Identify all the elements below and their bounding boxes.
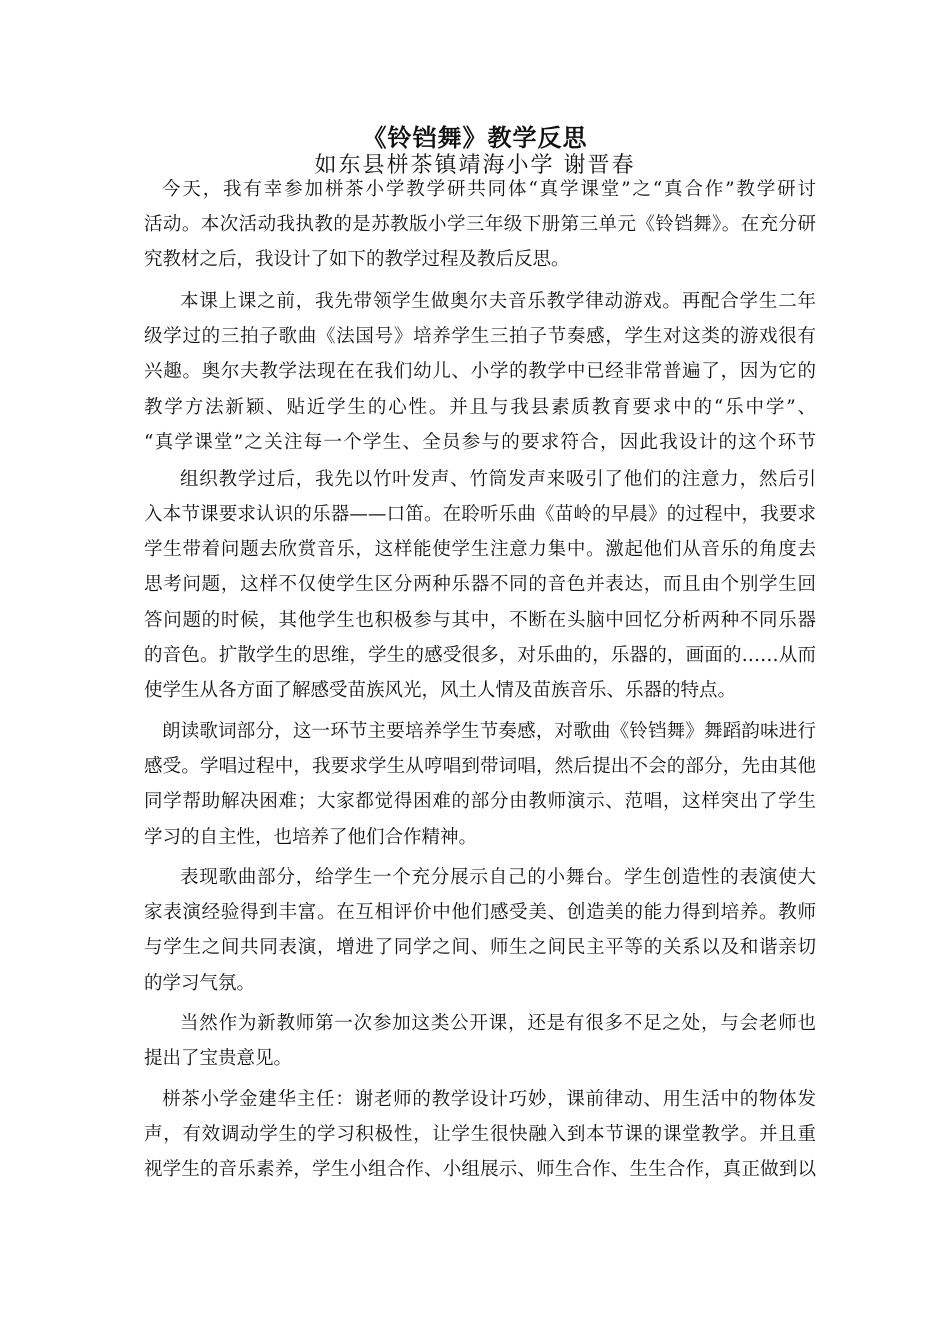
text-line: 的音色。扩散学生的思维，学生的感受很多，对乐曲的，乐器的，画面的……从而 bbox=[144, 645, 816, 666]
text-line: 使学生从各方面了解感受苗族风光，风土人情及苗族音乐、乐器的特点。 bbox=[144, 680, 737, 701]
text-line: 视学生的音乐素养，学生小组合作、小组展示、师生合作、生生合作，真正做到以 bbox=[144, 1159, 816, 1180]
text-line: 的学习气氛。 bbox=[144, 973, 256, 994]
text-line: 学习的自主性，也培养了他们合作精神。 bbox=[144, 827, 478, 848]
text-line: 学生带着问题去欣赏音乐，这样能使学生注意力集中。激起他们从音乐的角度去 bbox=[144, 539, 816, 560]
text-line: 教学方法新颖、贴近学生的心性。并且与我县素质教育要求中的“乐中学”、 bbox=[144, 397, 816, 418]
document-title: 《铃铛舞》教学反思 bbox=[362, 123, 588, 152]
text-line: 兴趣。奥尔夫教学法现在在我们幼儿、小学的教学中已经非常普遍了，因为它的 bbox=[144, 361, 816, 382]
text-line: 栟茶小学金建华主任：谢老师的教学设计巧妙，课前律动、用生活中的物体发 bbox=[162, 1089, 816, 1110]
text-line: 朗读歌词部分，这一环节主要培养学生节奏感，对歌曲《铃铛舞》舞蹈韵味进行 bbox=[162, 721, 816, 742]
text-line: 入本节课要求认识的乐器——口笛。在聆听乐曲《苗岭的早晨》的过程中，我要求 bbox=[144, 504, 816, 525]
text-line: “真学课堂”之关注每一个学生、全员参与的要求符合，因此我设计的这个环节 bbox=[144, 432, 816, 453]
text-line: 本课上课之前，我先带领学生做奥尔夫音乐教学律动游戏。再配合学生二年 bbox=[180, 291, 816, 312]
author-line: 如东县栟茶镇靖海小学 谢晋春 bbox=[314, 153, 636, 178]
text-line: 提出了宝贵意见。 bbox=[144, 1048, 293, 1069]
text-line: 声，有效调动学生的学习积极性，让学生很快融入到本节课的课堂教学。并且重 bbox=[144, 1124, 816, 1145]
text-line: 当然作为新教师第一次参加这类公开课，还是有很多不足之处，与会老师也 bbox=[180, 1013, 816, 1034]
text-line: 级学过的三拍子歌曲《法国号》培养学生三拍子节奏感，学生对这类的游戏很有 bbox=[144, 326, 816, 347]
text-line: 感受。学唱过程中，我要求学生从哼唱到带词唱，然后提出不会的部分，先由其他 bbox=[144, 756, 816, 777]
text-line: 今天，我有幸参加栟茶小学教学研共同体“真学课堂”之“真合作”教学研讨 bbox=[162, 179, 816, 200]
text-line: 同学帮助解决困难；大家都觉得困难的部分由教师演示、范唱，这样突出了学生 bbox=[144, 791, 816, 812]
text-line: 答问题的时候，其他学生也积极参与其中，不断在头脑中回忆分析两种不同乐器 bbox=[144, 610, 816, 631]
text-line: 家表演经验得到丰富。在互相评价中他们感受美、创造美的能力得到培养。教师 bbox=[144, 902, 816, 923]
text-line: 表现歌曲部分，给学生一个充分展示自己的小舞台。学生创造性的表演使大 bbox=[180, 867, 816, 888]
text-line: 活动。本次活动我执教的是苏教版小学三年级下册第三单元《铃铛舞》。在充分研 bbox=[144, 214, 816, 235]
text-line: 与学生之间共同表演，增进了同学之间、师生之间民主平等的关系以及和谐亲切 bbox=[144, 937, 816, 958]
text-line: 组织教学过后，我先以竹叶发声、竹筒发声来吸引了他们的注意力，然后引 bbox=[180, 469, 816, 490]
text-line: 思考问题，这样不仅使学生区分两种乐器不同的音色并表达，而且由个别学生回 bbox=[144, 574, 816, 595]
text-line: 究教材之后，我设计了如下的教学过程及教后反思。 bbox=[144, 249, 570, 270]
